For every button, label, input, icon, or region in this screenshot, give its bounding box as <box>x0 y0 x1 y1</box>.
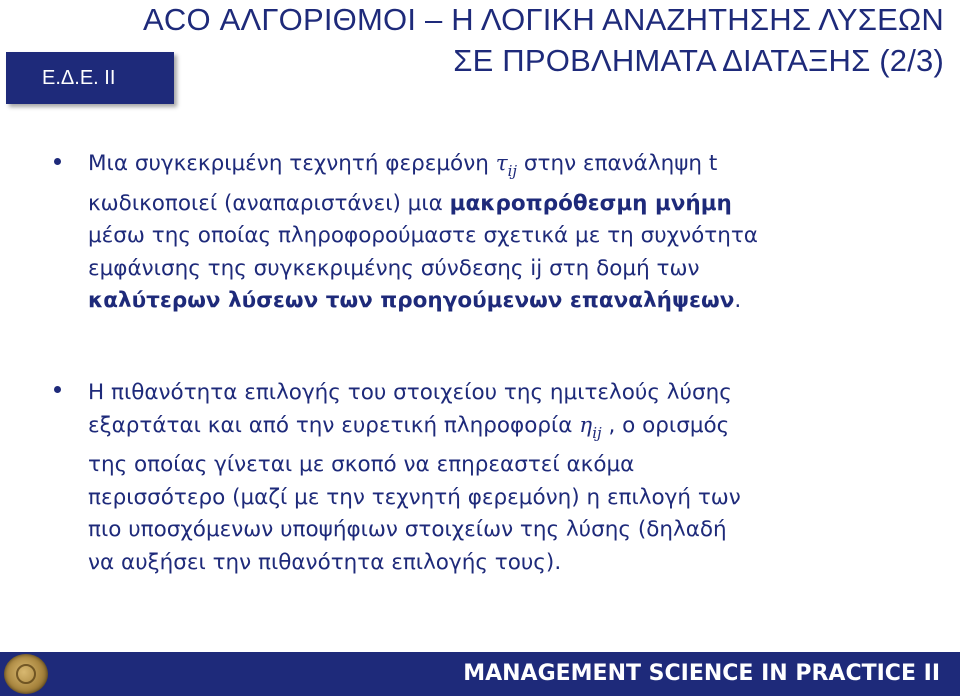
subscript: ij <box>507 162 518 180</box>
text-run: . <box>734 288 742 313</box>
text-run: στην επανάληψη t <box>517 151 718 176</box>
emphasis-text: μακροπρόθεσμη μνήμη <box>449 190 732 216</box>
symbol: τ <box>495 151 508 176</box>
bullet-dot-icon <box>54 158 61 165</box>
text-line: περισσότερο (μαζί με την τεχνητή φερεμόνη) η επιλογή των <box>88 484 741 510</box>
subscript: ij <box>592 423 602 442</box>
text-run: εξαρτάται και από την ευρετική πληροφορία <box>88 412 580 438</box>
footer-text: MANAGEMENT SCIENCE IN PRACTICE II <box>463 661 940 686</box>
coin-ring <box>16 664 36 684</box>
eta-symbol <box>579 412 602 442</box>
symbol: η <box>579 412 593 438</box>
text-line <box>88 188 948 221</box>
text-line: εμφάνισης της συγκεκριμένης σύνδεσης ij στη δομή των <box>88 255 700 281</box>
course-tag: Ε.Δ.Ε. ΙΙ <box>6 52 174 104</box>
emphasis-text: καλύτερων λύσεων των προηγούμενων επαναλήψεων <box>88 288 735 313</box>
text-line: Η πιθανότητα επιλογής του στοιχείου της ημιτελούς λύσης <box>88 380 732 405</box>
text-run: Μια συγκεκριμένη τεχνητή φερεμόνη <box>88 151 496 176</box>
slide-title-line-1: ACO ΑΛΓΟΡΙΘΜΟΙ – Η ΛΟΓΙΚΗ ΑΝΑΖΗΤΗΣΗΣ ΛΥΣΕΩΝ <box>143 2 944 37</box>
text-line <box>88 410 948 450</box>
text-run: κωδικοποιεί (αναπαριστάνει) μια <box>88 190 450 216</box>
text-line <box>88 148 948 188</box>
text-line: της οποίας γίνεται με σκοπό να επηρεαστεί ακόμα <box>88 452 635 477</box>
text-line: μέσω της οποίας πληροφορούμαστε σχετικά με τη συχνότητα <box>88 223 758 248</box>
text-line: πιο υποσχόμενων υποψήφιων στοιχείων της λύσης (δηλαδή <box>88 517 727 542</box>
bullet-paragraph-pheromone <box>88 148 948 318</box>
tau-symbol <box>495 151 518 180</box>
text-line <box>88 285 948 318</box>
bullet-dot-icon <box>54 386 61 393</box>
coin-logo-icon <box>4 654 48 694</box>
slide-title-line-2: ΣΕ ΠΡΟΒΛΗΜΑΤΑ ΔΙΑΤΑΞΗΣ (2/3) <box>453 43 944 78</box>
bullet-paragraph-heuristic <box>88 377 948 579</box>
text-run: , ο ορισμός <box>601 412 730 438</box>
text-line: να αυξήσει την πιθανότητα επιλογής τους). <box>88 549 562 575</box>
